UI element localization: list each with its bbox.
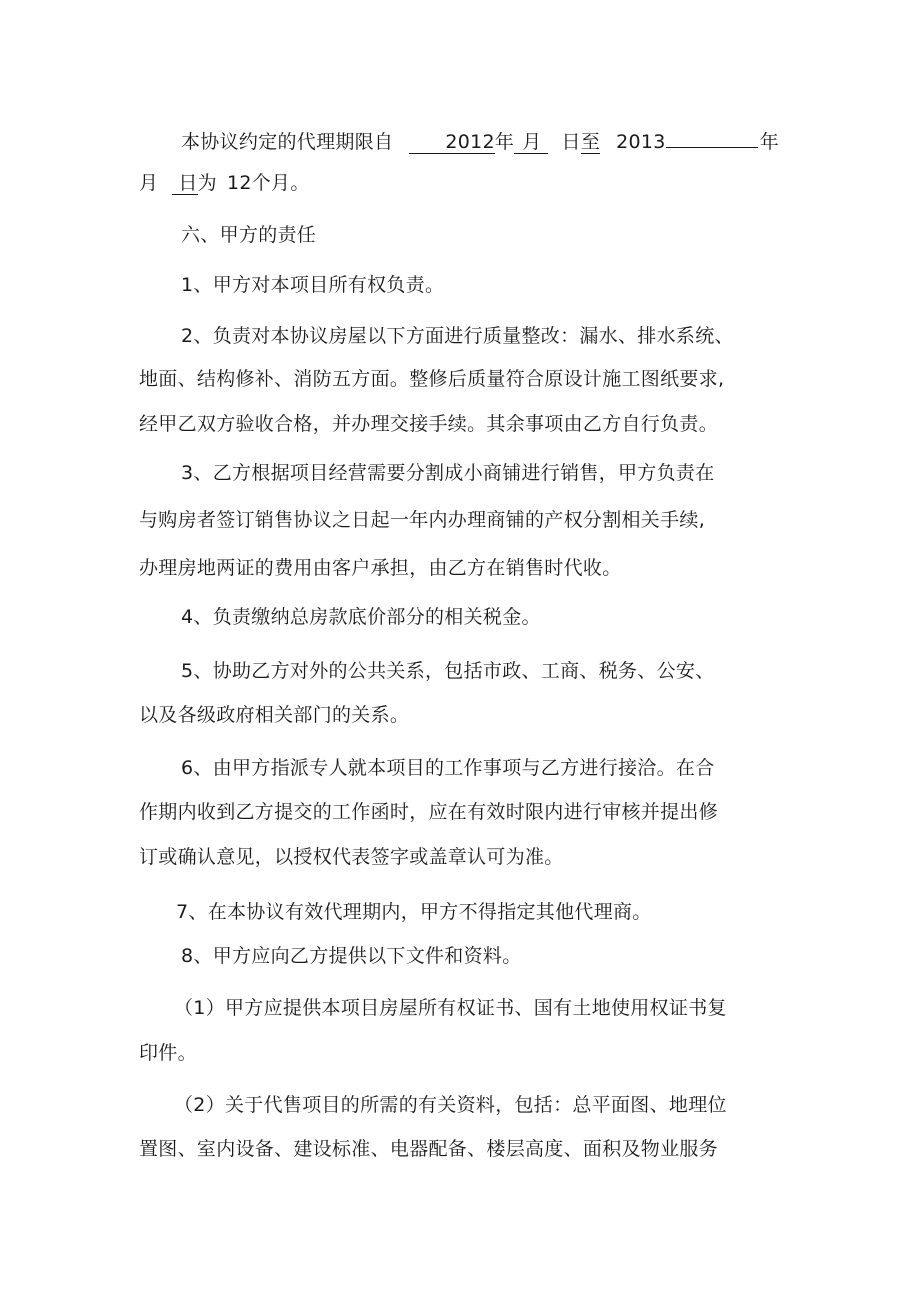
term-prefix: 本协议约定的代理期限自 — [181, 131, 394, 153]
item-5-line-1: 5、协助乙方对外的公共关系，包括市政、工商、税务、公安、 — [181, 660, 715, 682]
start-month-field: 月 — [514, 131, 547, 154]
item-8-sub-2-line-1: （2）关于代售项目的所需的有关资料，包括：总平面图、地理位 — [174, 1094, 727, 1116]
item-2-line-2: 地面、结构修补、消防五方面。整修后质量符合原设计施工图纸要求, — [139, 368, 725, 390]
end-year: 2013 — [616, 131, 666, 153]
item-8: 8、甲方应向乙方提供以下文件和资料。 — [181, 945, 522, 967]
start-day-label: 日 — [561, 131, 581, 153]
term-line-2 — [139, 171, 310, 195]
item-8-sub-1-line-1: （1）甲方应提供本项目房屋所有权证书、国有土地使用权证书复 — [174, 997, 727, 1019]
item-3-line-2: 与购房者签订销售协议之日起一年内办理商铺的产权分割相关手续, — [139, 509, 706, 531]
duration-unit: 个月。 — [251, 172, 310, 194]
item-3-line-1: 3、乙方根据项目经营需要分割成小商铺进行销售，甲方负责在 — [181, 462, 715, 484]
item-8-sub-1-line-2: 印件。 — [139, 1042, 197, 1064]
item-2-line-1: 2、负责对本协议房屋以下方面进行质量整改：漏水、排水系统、 — [181, 325, 734, 347]
item-6-line-1: 6、由甲方指派专人就本项目的工作事项与乙方进行接洽。在合 — [181, 757, 715, 779]
duration-number: 12 — [226, 172, 252, 194]
item-2-line-3: 经甲乙双方验收合格，并办理交接手续。其余事项由乙方自行负责。 — [139, 413, 719, 435]
item-3-line-3: 办理房地两证的费用由客户承担，由乙方在销售时代收。 — [139, 557, 622, 579]
term-line-1 — [181, 127, 779, 154]
to-label: 至 — [580, 131, 601, 153]
section-title: 六、甲方的责任 — [181, 224, 317, 246]
start-year-field: 2012 — [409, 131, 495, 154]
end-day-field: 日 — [172, 172, 197, 195]
end-year-blank — [666, 127, 758, 148]
item-7: 7、在本协议有效代理期内，甲方不得指定其他代理商。 — [176, 901, 652, 923]
item-5-line-2: 以及各级政府相关部门的关系。 — [139, 704, 410, 726]
year-label: 年 — [494, 131, 515, 153]
end-month-label: 月 — [139, 172, 159, 194]
item-4: 4、负责缴纳总房款底价部分的相关税金。 — [181, 606, 541, 628]
item-6-line-2: 作期内收到乙方提交的工作函时，应在有效时限内进行审核并提出修 — [139, 801, 719, 823]
item-6-line-3: 订或确认意见，以授权代表签字或盖章认可为准。 — [139, 846, 564, 868]
item-8-sub-2-line-2: 置图、室内设备、建设标准、电器配备、楼层高度、面积及物业服务 — [139, 1138, 719, 1160]
end-year-label: 年 — [759, 131, 779, 153]
for-label: 为 — [197, 172, 217, 194]
item-1: 1、甲方对本项目所有权负责。 — [181, 274, 445, 296]
